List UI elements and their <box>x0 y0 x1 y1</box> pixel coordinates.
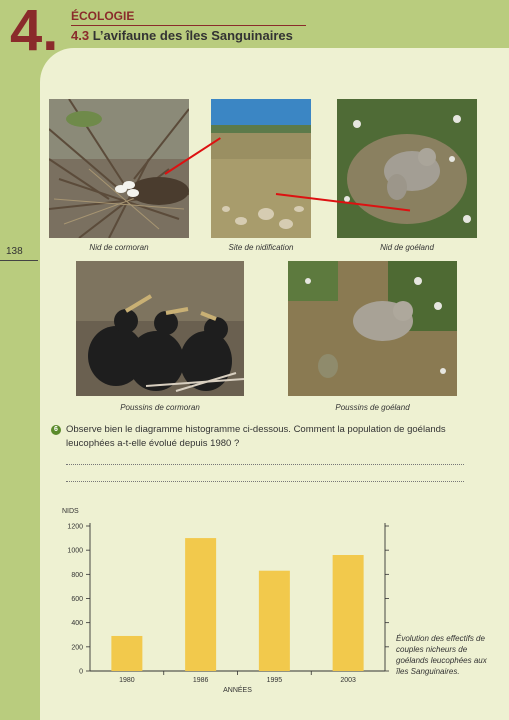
question-text: Observe bien le diagramme histogramme ci-dessous. Comment la population de goélands leucophées a-t-elle évolué depuis 1980 ? <box>66 424 446 449</box>
y-tick-label: 1000 <box>67 547 83 555</box>
bar-1995 <box>259 571 290 671</box>
bar-1986 <box>185 538 216 671</box>
chart-caption: Évolution des effectifs de couples nicheurs de goélands leucophées aux îles Sanguinaires. <box>396 634 487 676</box>
x-tick-label: 1995 <box>266 677 283 684</box>
title-text: L’avifaune des îles Sanguinaires <box>92 28 293 43</box>
x-axis-label: ANNÉES <box>223 687 252 694</box>
y-tick-label: 800 <box>71 571 83 579</box>
section-label: ÉCOLOGIE <box>71 9 135 23</box>
y-tick-label: 200 <box>71 644 83 652</box>
chapter-number: 4. <box>10 0 59 63</box>
caption-site: Site de nidification <box>228 243 294 252</box>
title-number: 4.3 <box>71 28 90 43</box>
photo-site-nidification <box>211 99 311 238</box>
bar-2003 <box>333 555 364 671</box>
x-tick-label: 1986 <box>192 677 209 684</box>
page-number: 138 <box>6 246 23 257</box>
answer-line-1[interactable] <box>66 463 464 465</box>
y-tick-label: 0 <box>79 668 83 676</box>
question-number-icon: 6 <box>51 425 61 435</box>
photo-nid-goeland <box>337 99 477 238</box>
header-divider <box>71 25 306 26</box>
y-axis-label: NIDS <box>62 508 79 515</box>
page-title <box>71 28 293 43</box>
caption-poussins-goeland: Poussins de goéland <box>335 403 410 412</box>
page-header <box>0 0 509 63</box>
y-tick-label: 600 <box>71 596 83 603</box>
photo-poussins-goeland <box>288 261 457 396</box>
bar-1980 <box>111 636 142 671</box>
y-tick-label: 1200 <box>67 523 83 531</box>
x-tick-label: 1980 <box>119 677 135 684</box>
photo-poussins-cormoran <box>76 261 244 396</box>
x-tick-label: 2003 <box>340 677 356 684</box>
answer-line-2[interactable] <box>66 480 464 482</box>
y-tick-label: 400 <box>71 620 83 628</box>
caption-nid-cormoran: Nid de cormoran <box>89 243 149 252</box>
photo-nid-cormoran <box>49 99 189 238</box>
caption-poussins-cormoran: Poussins de cormoran <box>120 403 200 412</box>
page-number-rule <box>0 260 38 261</box>
caption-nid-goeland: Nid de goéland <box>380 243 434 252</box>
